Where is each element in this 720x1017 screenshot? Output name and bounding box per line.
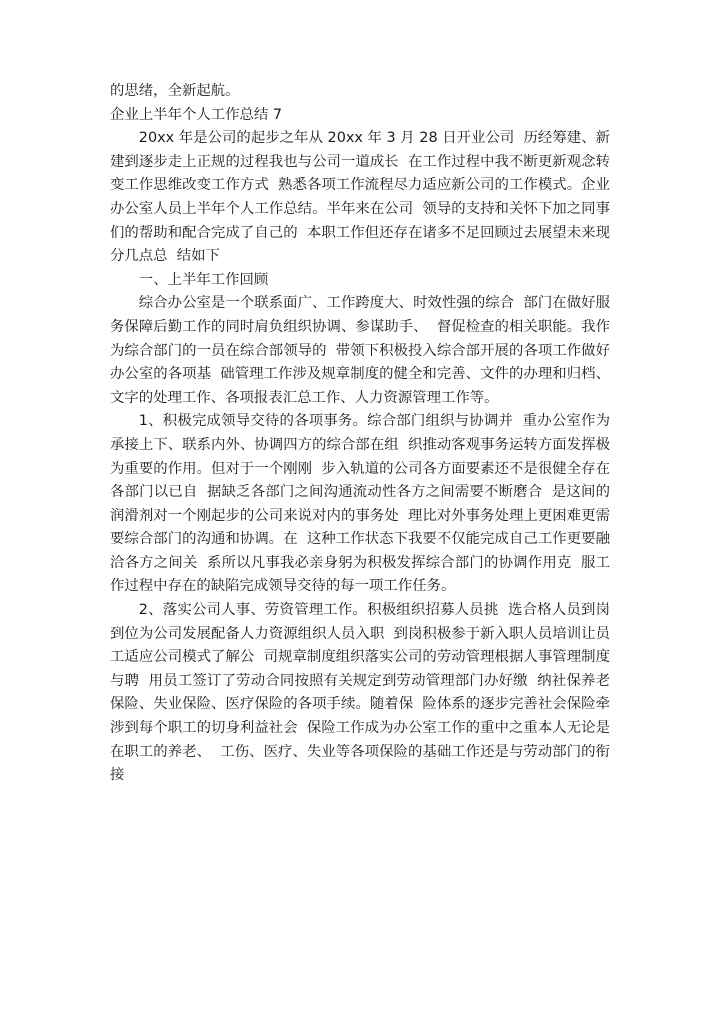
paragraph-item-2: 2、落实公司人事、劳资管理工作。积极组织招募人员挑 选合格人员到岗到位为公司发展配备人力资源组织人员入职 到岗积极参于新入职人员培训让员工适应公司模式了解公 司规章制度组织落实公司的劳动管理根据人事管理制度与聘 用员工签订了劳动合同按照有关规定到劳动管理部门办好缴 纳社保养老保险、失业保险、医疗保险的各项手续。随着保 险体系的逐步完善社会保险牵涉到每个职工的切身利益社会 保险工作成为办公室工作的重中之重本人无论是在职工的养老、 工伤、医疗、失业等各项保险的基础工作还是与劳动部门的衔接 [110, 602, 610, 784]
paragraph-item-1: 1、积极完成领导交待的各项事务。综合部门组织与协调并 重办公室作为承接上下、联系内外、协调四方的综合部在组 织推动客观事务运转方面发挥极为重要的作用。但对于一个刚刚 步入轨道的公司各方面要素还不是很健全存在各部门以已自 据缺乏各部门之间沟通流动性各方之间需要不断磨合 是这间的润滑剂对一个刚起步的公司来说对内的事务处 理比对外事务处理上更困难更需要综合部门的沟通和协调。在 这种工作状态下我要不仅能完成自己工作更要融洽各方之间关 系所以凡事我必亲身躬为积极发挥综合部门的协调作用克 服工作过程中存在的缺陷完成领导交待的每一项工作任务。 [110, 413, 610, 595]
paragraph-office-overview: 综合办公室是一个联系面广、工作跨度大、时效性强的综合 部门在做好服务保障后勤工作的同时肩负组织协调、参谋助手、 督促检查的相关职能。我作为综合部门的一员在综合部领导的 带领下积极投入综合部开展的各项工作做好办公室的各项基 础管理工作涉及规章制度的健全和完善、文件的办理和归档、文字的处理工作、各项报表汇总工作、人力资源管理工作等。 [110, 295, 610, 406]
heading-review: 一、上半年工作回顾 [138, 271, 269, 288]
paragraph-intro: 20xx 年是公司的起步之年从 20xx 年 3 月 28 日开业公司 历经筹建、新建到逐步走上正规的过程我也与公司一道成长 在工作过程中我不断更新观念转变工作思维改变工作方式 熟悉各项工作流程尽力适应新公司的工作模式。企业办公室人员上半年个人工作总结。半年来在公司 领导的支持和关怀下加之同事们的帮助和配合完成了自己的 本职工作但还存在诸多不足回顾过去展望未来现分几点总 结如下 [110, 130, 610, 265]
paragraph-continuation: 的思绪，全新起航。 [110, 83, 240, 99]
section-title: 企业上半年个人工作总结 7 [110, 106, 283, 123]
